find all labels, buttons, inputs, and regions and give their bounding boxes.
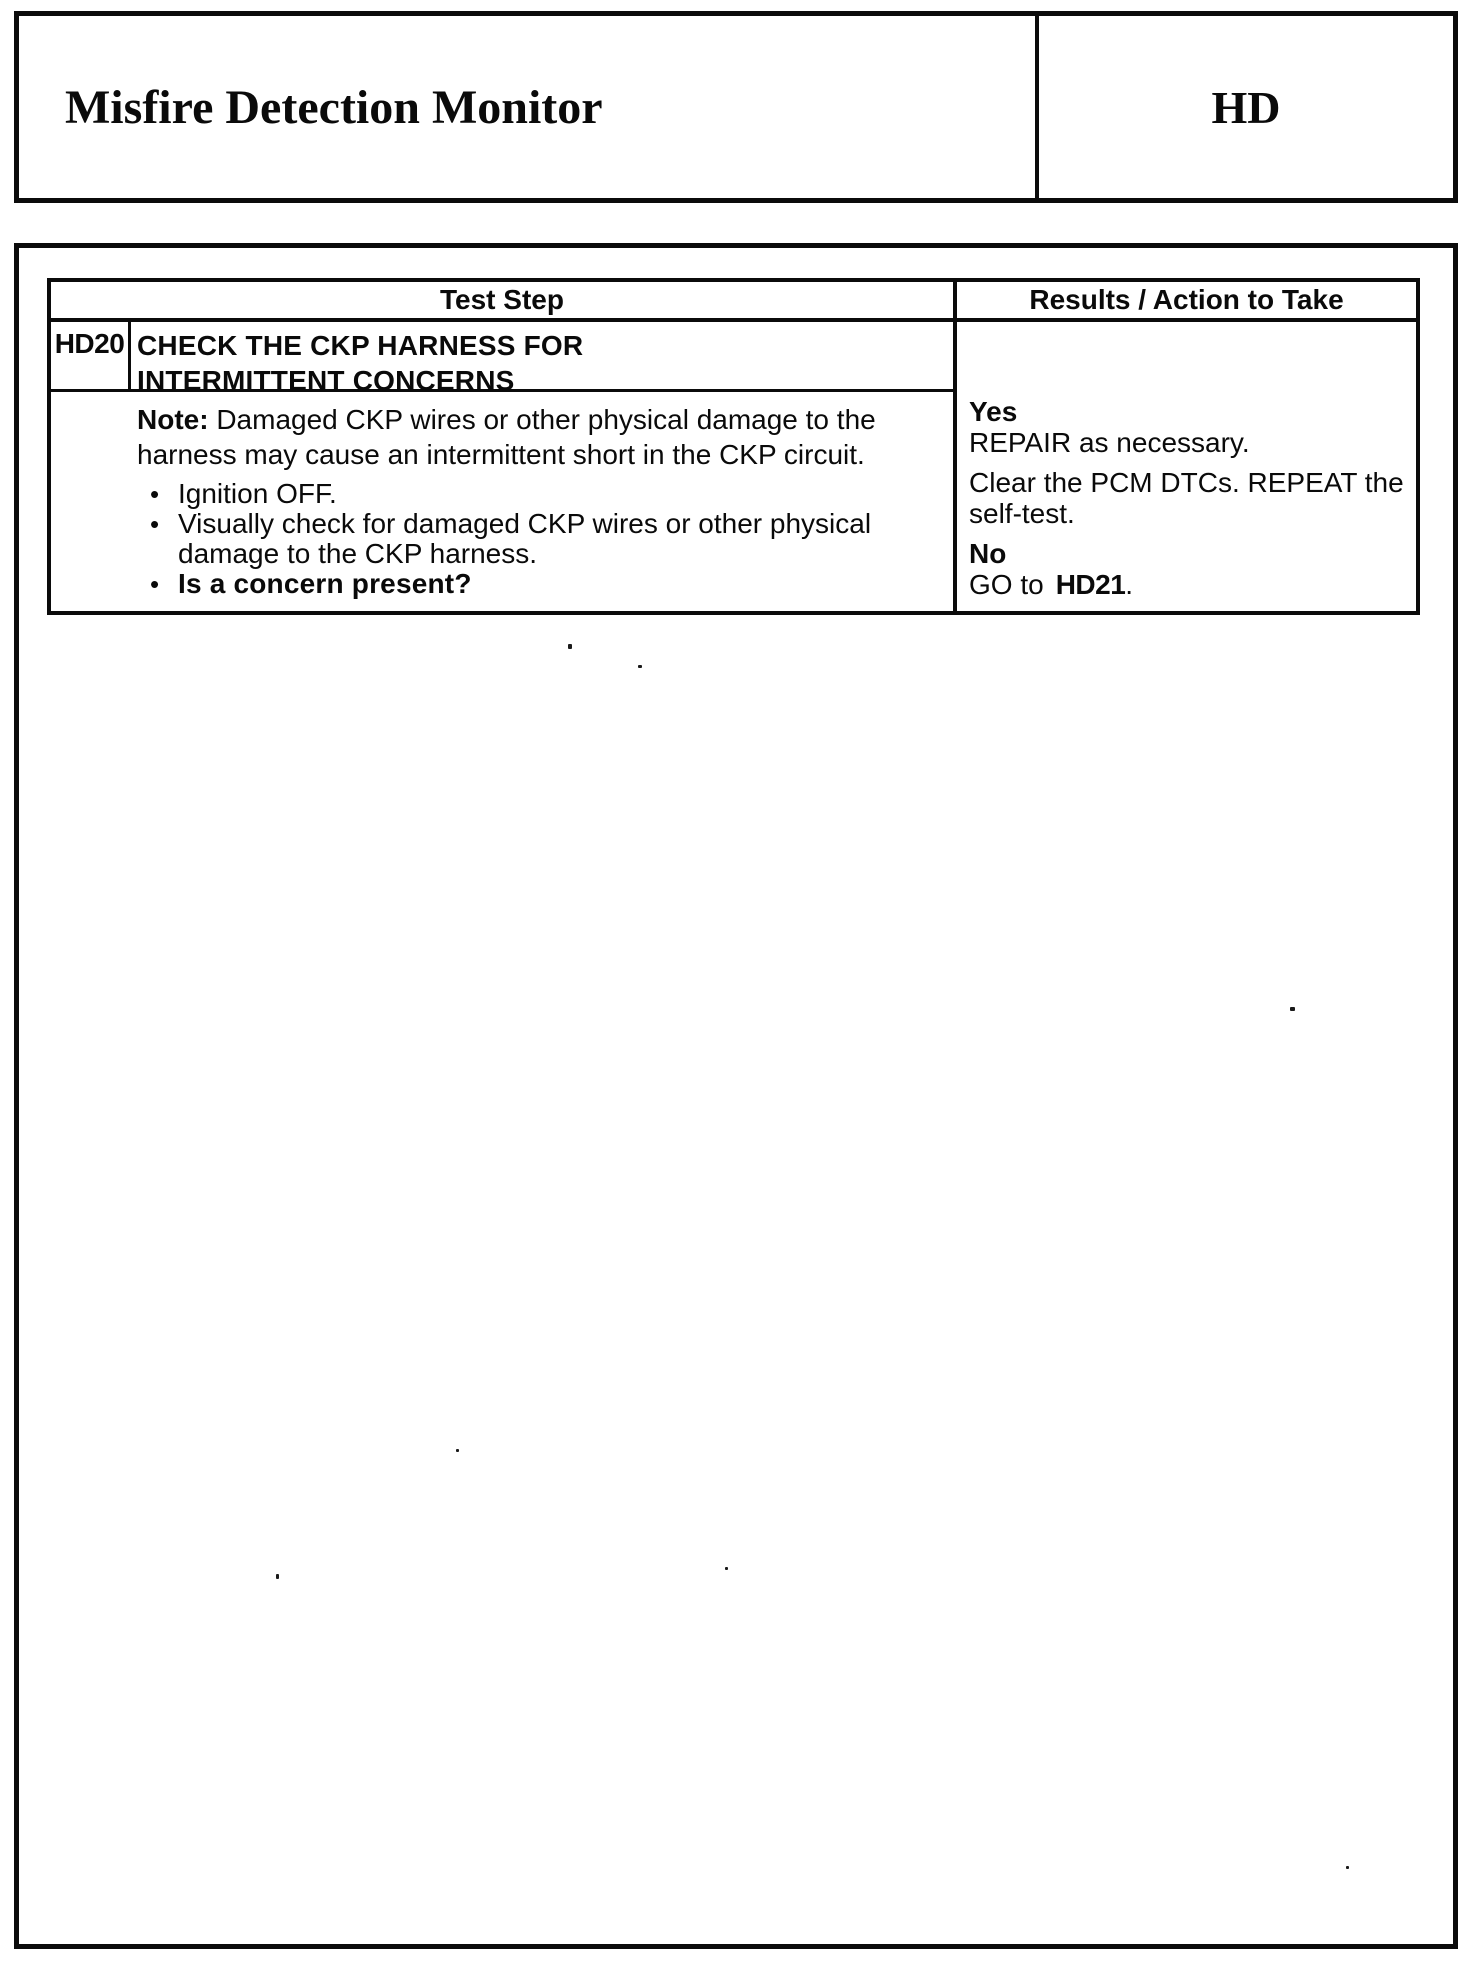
- bullet-item: [137, 509, 933, 569]
- section-code: HD: [1211, 81, 1281, 133]
- bullet-text: Visually check for damaged CKP wires or other physical damage to the CKP harness.: [178, 508, 872, 569]
- result-no-action: [969, 569, 1412, 600]
- pinpoint-test-table: [47, 278, 1420, 615]
- column-header-results: [953, 282, 1416, 322]
- document-header-title-cell: [19, 16, 1039, 198]
- result-yes-action-1: REPAIR as necessary.: [969, 427, 1250, 458]
- column-header-results-label: Results / Action to Take: [1029, 284, 1344, 315]
- scan-artifact-dot: [568, 644, 572, 649]
- document-header-code-cell: [1039, 16, 1453, 198]
- bullet-text: Ignition OFF.: [178, 478, 337, 509]
- scan-artifact-dot: [276, 1574, 279, 1579]
- scan-artifact-dot: [1346, 1866, 1349, 1869]
- step-id: HD20: [54, 328, 125, 359]
- step-note-text: Damaged CKP wires or other physical damage to the harness may cause an intermittent short in the CKP circuit.: [137, 404, 876, 470]
- go-to-prefix: GO to: [969, 569, 1044, 600]
- step-bullet-list: [137, 479, 933, 599]
- result-no-label: No: [969, 538, 1007, 569]
- scan-artifact-dot: [725, 1567, 728, 1570]
- column-header-test-step: [51, 282, 953, 322]
- step-note-label: Note:: [137, 404, 209, 435]
- bullet-item: [137, 569, 933, 599]
- step-note: [137, 402, 909, 472]
- result-yes-label: Yes: [969, 396, 1018, 427]
- scan-artifact-dot: [456, 1449, 459, 1452]
- result-yes-action-2: Clear the PCM DTCs. REPEAT the self-test.: [969, 467, 1404, 529]
- result-yes-block: [969, 396, 1412, 458]
- bullet-marker: •: [150, 569, 160, 599]
- scan-artifact-dot: [1290, 1007, 1295, 1011]
- go-to-target: HD21: [1055, 569, 1126, 600]
- result-no-block: [969, 538, 1412, 600]
- go-to-suffix: .: [1125, 569, 1134, 600]
- bullet-item: [137, 479, 933, 509]
- column-header-test-step-label: Test Step: [440, 284, 564, 315]
- step-id-cell: [51, 322, 131, 392]
- document-title: Misfire Detection Monitor: [65, 80, 603, 134]
- bullet-marker: •: [150, 479, 160, 509]
- step-detail-cell: [51, 392, 953, 611]
- step-title-cell: [131, 322, 953, 396]
- step-results-cell: [953, 322, 1416, 611]
- bullet-text-question: Is a concern present?: [178, 568, 472, 599]
- document-header: [14, 11, 1458, 203]
- scan-artifact-dot: [638, 665, 642, 668]
- bullet-marker: •: [150, 509, 160, 539]
- step-title: CHECK THE CKP HARNESS FOR INTERMITTENT CONCERNS: [137, 330, 584, 396]
